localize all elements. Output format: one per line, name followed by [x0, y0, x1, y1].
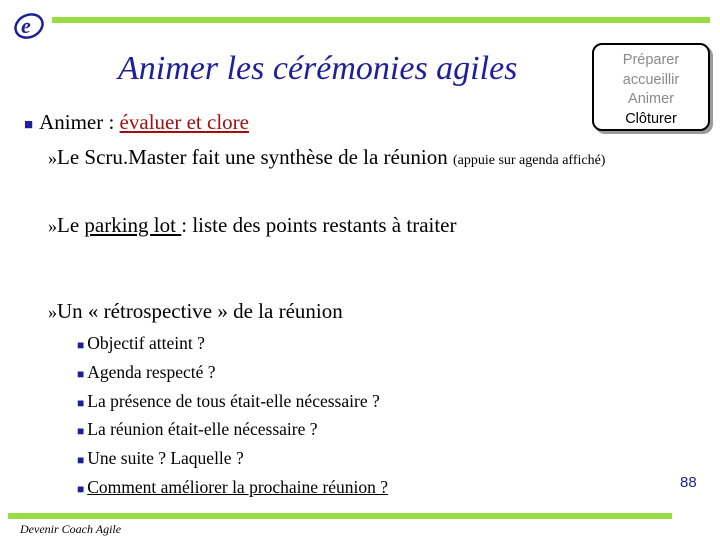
- sub-bullet-note: (appuie sur agenda affiché): [452, 153, 606, 168]
- question-text: La réunion était-elle nécessaire ?: [87, 419, 318, 439]
- chevron-icon: »: [48, 216, 57, 236]
- sub-bullet-prefix: Le: [57, 213, 85, 237]
- question-text: La présence de tous était-elle nécessaire ?: [87, 391, 380, 411]
- question-text: Une suite ? Laquelle ?: [87, 448, 244, 468]
- question-item: [77, 448, 244, 469]
- agenda-item: Préparer: [622, 52, 680, 68]
- question-item: [77, 391, 380, 412]
- svg-text:e: e: [21, 13, 31, 38]
- question-text: Agenda respecté ?: [87, 362, 216, 382]
- sub-bullet-suffix: : liste des points restants à traiter: [181, 213, 457, 237]
- question-item: [77, 362, 216, 383]
- bullet-animer: [24, 110, 249, 135]
- sub-bullet-text: Le Scru.Master fait une synthèse de la réunion: [57, 145, 453, 169]
- footer-text: Devenir Coach Agile: [20, 522, 122, 536]
- bullet-square-icon: ■: [77, 367, 85, 381]
- bullet-square-icon: ■: [77, 424, 85, 438]
- bullet-highlight: évaluer et clore: [119, 110, 249, 134]
- sub-bullet-text: Un « rétrospective » de la réunion: [57, 299, 343, 323]
- page-number: 88: [680, 474, 697, 491]
- question-item: [77, 333, 205, 354]
- sub-bullet-synthese: [48, 145, 605, 170]
- question-item: [77, 477, 388, 498]
- agenda-box: [592, 43, 710, 131]
- question-text: Comment améliorer la prochaine réunion ?: [87, 477, 389, 497]
- bullet-square-icon: ■: [77, 396, 85, 410]
- question-item: [77, 419, 318, 440]
- logo-icon: [12, 8, 46, 42]
- agenda-item: accueillir: [622, 71, 680, 88]
- bullet-square-icon: ■: [77, 482, 85, 496]
- agenda-item: Animer: [628, 91, 674, 107]
- sub-bullet-retrospective: [48, 299, 343, 324]
- agenda-item-active: Clôturer: [625, 110, 677, 127]
- chevron-icon: »: [48, 302, 57, 322]
- bullet-square-icon: ■: [77, 453, 85, 467]
- top-accent-bar: [52, 17, 710, 23]
- bullet-square-icon: ■: [24, 117, 34, 133]
- slide-title: Animer les cérémonies agiles: [118, 50, 518, 87]
- bottom-accent-bar: [8, 513, 672, 519]
- question-text: Objectif atteint ?: [87, 333, 205, 353]
- bullet-square-icon: ■: [77, 338, 85, 352]
- sub-bullet-parking-lot: [48, 213, 457, 238]
- bullet-prefix: Animer :: [39, 110, 120, 134]
- chevron-icon: »: [48, 148, 57, 168]
- sub-bullet-underlined: parking lot: [84, 213, 182, 237]
